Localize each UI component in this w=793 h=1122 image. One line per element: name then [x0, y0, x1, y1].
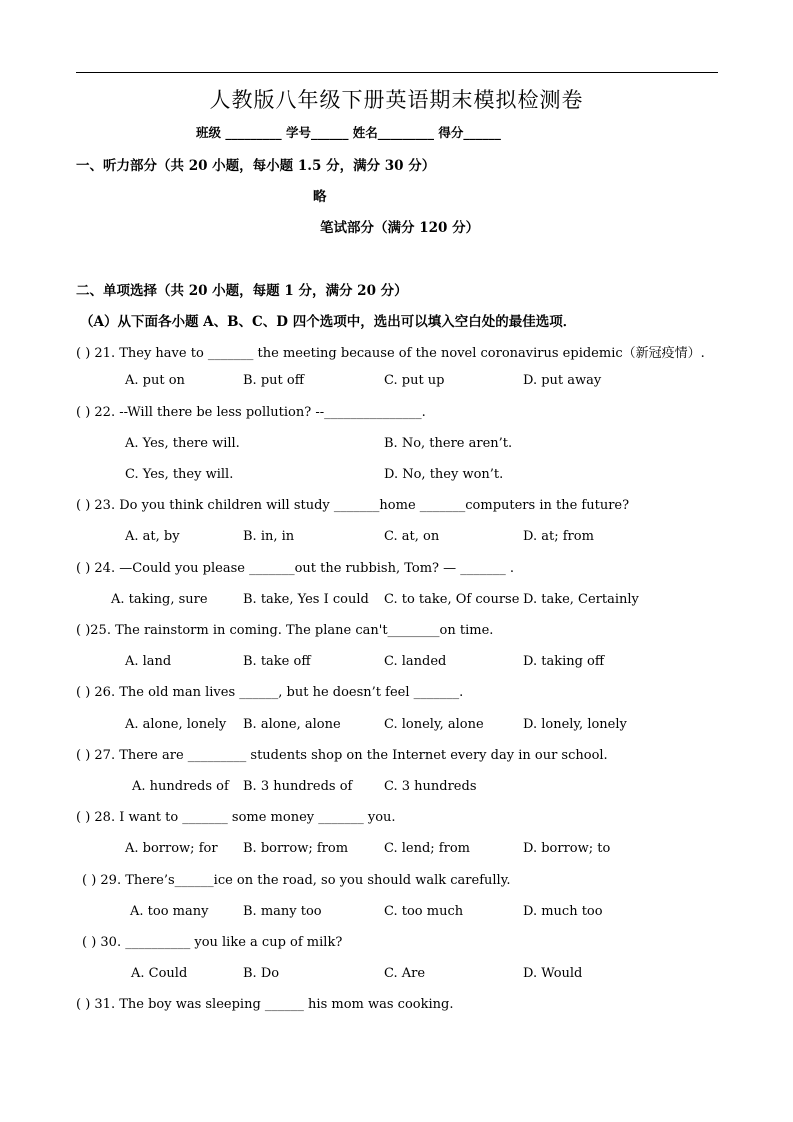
option: B. put off	[243, 373, 304, 388]
question-25: ( )25. The rainstorm in coming. The plane can't________on time.	[76, 623, 494, 638]
written-part-heading: 笔试部分（满分 120 分）	[320, 220, 480, 236]
question-26: ( ) 26. The old man lives ______, but he doesn’t feel _______.	[76, 685, 464, 700]
option: C. to take, Of course	[384, 592, 520, 607]
omitted-mark: 略	[313, 189, 327, 205]
top-rule	[76, 72, 718, 73]
option: D. Would	[523, 966, 583, 981]
question-29: ( ) 29. There’s______ice on the road, so you should walk carefully.	[82, 873, 511, 888]
option: A. put on	[125, 373, 185, 388]
question-24: ( ) 24. —Could you please _______out the rubbish, Tom? — _______ .	[76, 561, 515, 576]
option: D. borrow; to	[523, 841, 611, 856]
question-21: ( ) 21. They have to _______ the meeting because of the novel coronavirus epidemic（新冠疫情）.	[76, 346, 705, 361]
option: B. Do	[243, 966, 280, 981]
question-27: ( ) 27. There are _________ students shop on the Internet every day in our school.	[76, 748, 608, 763]
option: D. put away	[523, 373, 602, 388]
option: C. landed	[384, 654, 447, 669]
section-single-choice: 二、单项选择（共 20 小题，每题 1 分，满分 20 分）	[76, 283, 408, 299]
option: C. Are	[384, 966, 426, 981]
option: D. lonely, lonely	[523, 717, 627, 732]
option: B. 3 hundreds of	[243, 779, 353, 794]
option: C. lend; from	[384, 841, 470, 856]
option: D. at; from	[523, 529, 594, 544]
question-28: ( ) 28. I want to _______ some money _______ you.	[76, 810, 396, 825]
option: D. No, they won’t.	[384, 467, 504, 482]
option: A. hundreds of	[132, 779, 229, 794]
option: B. borrow; from	[243, 841, 349, 856]
option: B. in, in	[243, 529, 295, 544]
instruction: （A）从下面各小题 A、B、C、D 四个选项中，选出可以填入空白处的最佳选项．	[80, 314, 577, 330]
option: D. much too	[523, 904, 603, 919]
option: C. Yes, they will.	[125, 467, 234, 482]
section-listening: 一、听力部分（共 20 小题，每小题 1.5 分，满分 30 分）	[76, 158, 436, 174]
option: A. borrow; for	[125, 841, 218, 856]
option: D. taking off	[523, 654, 605, 669]
option: C. put up	[384, 373, 445, 388]
option: A. Could	[131, 966, 188, 981]
question-23: ( ) 23. Do you think children will study _______home _______computers in the future?	[76, 498, 630, 513]
option: B. take, Yes I could	[243, 592, 369, 607]
question-31: ( ) 31. The boy was sleeping ______ his mom was cooking.	[76, 997, 454, 1012]
option: A. Yes, there will.	[125, 436, 240, 451]
option: B. take off	[243, 654, 311, 669]
page-title: 人教版八年级下册英语期末模拟检测卷	[209, 88, 584, 112]
option: C. lonely, alone	[384, 717, 484, 732]
option: A. taking, sure	[111, 592, 208, 607]
option: B. many too	[243, 904, 322, 919]
option: C. 3 hundreds	[384, 779, 477, 794]
question-30: ( ) 30. __________ you like a cup of milk?	[82, 935, 343, 950]
option: D. take, Certainly	[523, 592, 639, 607]
option: C. too much	[384, 904, 464, 919]
option: B. No, there aren’t.	[384, 436, 513, 451]
option: B. alone, alone	[243, 717, 341, 732]
question-22: ( ) 22. --Will there be less pollution? --_______________.	[76, 405, 426, 420]
option: A. at, by	[125, 529, 180, 544]
option: A. too many	[130, 904, 209, 919]
option: A. land	[125, 654, 172, 669]
student-info-line: 班级 _________ 学号______ 姓名_________ 得分______	[196, 125, 501, 140]
option: A. alone, lonely	[125, 717, 227, 732]
option: C. at, on	[384, 529, 440, 544]
